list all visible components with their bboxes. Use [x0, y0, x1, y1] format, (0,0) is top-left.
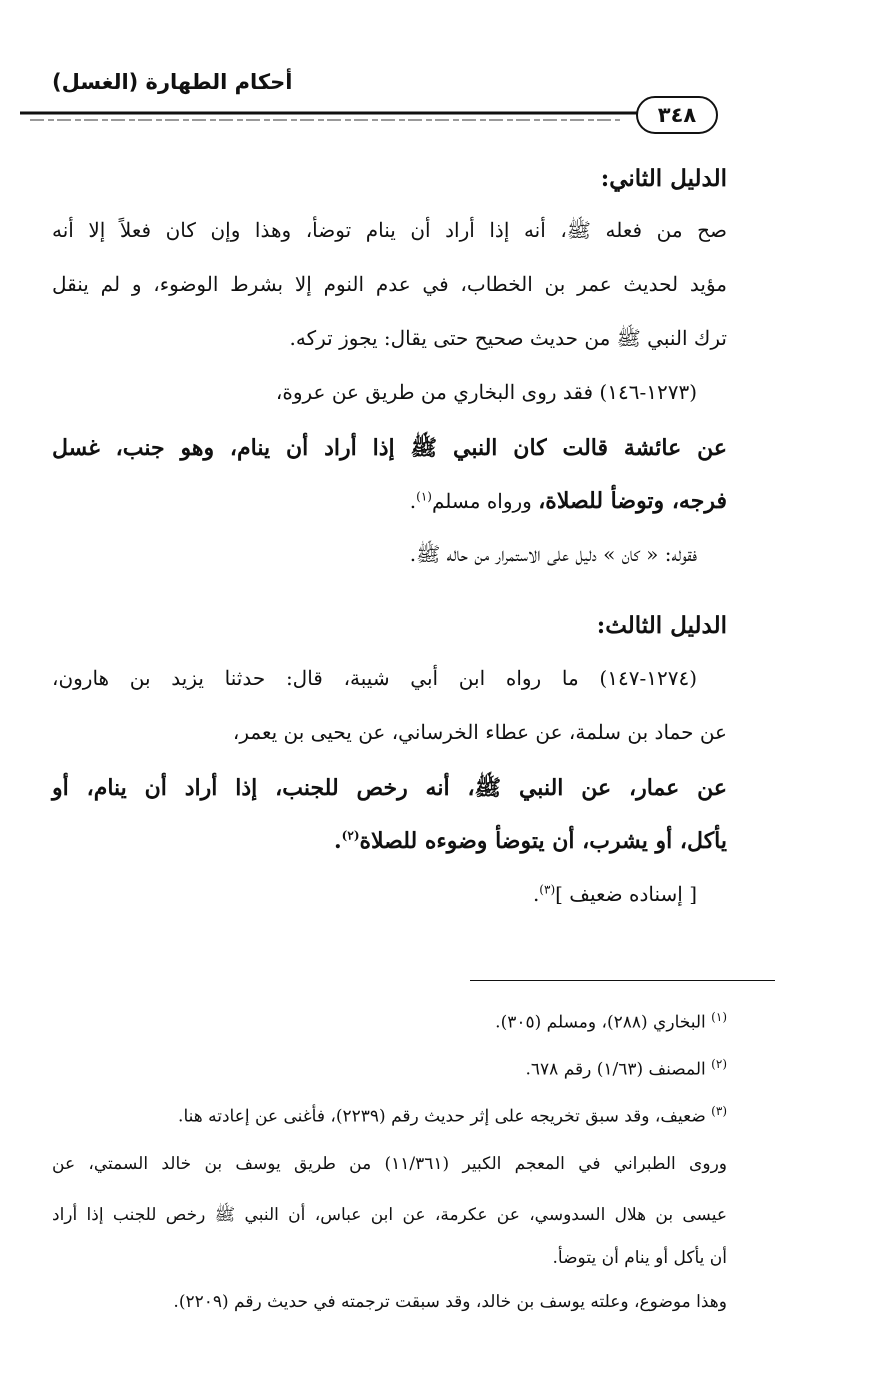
header-rule [20, 103, 680, 133]
footnote-number: (٢) [711, 1057, 727, 1071]
paragraph-line: ترك النبي ﷺ من حديث صحيح حتى يقال: يجوز تركه. [289, 326, 727, 350]
hadith-chain-1273: (١٢٧٣-١٤٦) فقد روى البخاري من طريق عن عروة، [275, 380, 697, 404]
hadith-chain-1274: (١٢٧٤-١٤٧) ما رواه ابن أبي شيبة، قال: حدثنا يزيد بن هارون، [52, 666, 697, 690]
footnote-text: ضعيف، وقد سبق تخريجه على إثر حديث رقم (٢٢٣٩)، فأغنى عن إعادته هنا. [178, 1106, 706, 1127]
paragraph-line: صح من فعله ﷺ، أنه إذا أراد أن ينام توضأ، وهذا وإن كان فعلاً إلا أنه [52, 218, 727, 242]
hadith-bold-text: يأكل، أو يشرب، أن يتوضأ وضوءه للصلاة [359, 828, 727, 854]
footnote-2 [52, 1057, 727, 1080]
paragraph-line: فقوله: « كان » دليل على الاستمرار من حاله ﷺ. [409, 542, 697, 566]
hadith-text-line: عن عمار، عن النبي ﷺ، أنه رخص للجنب، إذا أراد أن ينام، أو [52, 775, 727, 801]
footnote-separator [470, 980, 775, 981]
hadith-text-line: عن عائشة قالت كان النبي ﷺ إذا أراد أن ينام، وهو جنب، غسل [52, 435, 727, 461]
footnote-text: المصنف (١/٦٣) رقم ٦٧٨. [525, 1059, 706, 1080]
footnote-number: (٣) [711, 1104, 727, 1118]
isnad-grading: [ إسناده ضعيف ]$^{(٣)}$. [532, 882, 697, 906]
footnote-3-line: أن يأكل أو ينام أن يتوضأ. [552, 1248, 727, 1268]
footnote-ref-3[interactable]: (٣) [539, 882, 556, 897]
hadith-bold-text: فرجه، وتوضأ للصلاة، [538, 488, 727, 514]
section-heading-second-evidence: الدليل الثاني: [600, 165, 727, 192]
paragraph-line: عن حماد بن سلمة، عن عطاء الخرساني، عن يحيى بن يعمر، [232, 720, 727, 744]
hadith-text-line: يأكل، أو يشرب، أن يتوضأ وضوءه للصلاة$^{(٢)}$. [334, 828, 727, 854]
footnote-text: البخاري (٢٨٨)، ومسلم (٣٠٥). [495, 1012, 706, 1033]
page-number: ٣٤٨ [636, 96, 718, 134]
section-heading-third-evidence: الدليل الثالث: [596, 612, 727, 639]
footnote-3-line: عيسى بن هلال السدوسي، عن عكرمة، عن ابن عباس، أن النبي ﷺ رخص للجنب إذا أراد [52, 1205, 727, 1225]
isnad-grading-text: [ إسناده ضعيف ] [555, 882, 697, 906]
footnote-3 [52, 1104, 727, 1127]
running-header-title: أحكام الطهارة (الغسل) [52, 70, 293, 94]
footnote-3-line: وهذا موضوع، وعلته يوسف بن خالد، وقد سبقت ترجمته في حديث رقم (٢٢٠٩). [173, 1292, 727, 1312]
paragraph-line: مؤيد لحديث عمر بن الخطاب، في عدم النوم إلا بشرط الوضوء، و لم ينقل [52, 272, 727, 296]
hadith-text-line: فرجه، وتوضأ للصلاة، ورواه مسلم$^{(١)}$. [409, 488, 727, 514]
footnote-ref-2[interactable]: (٢) [341, 828, 360, 843]
footnote-ref-1[interactable]: (١) [416, 489, 432, 504]
footnote-3-line: وروى الطبراني في المعجم الكبير (١١/٣٦١) من طريق يوسف بن خالد السمتي، عن [52, 1154, 727, 1174]
hadith-source-text: ورواه مسلم [431, 489, 539, 513]
footnote-1 [52, 1010, 727, 1033]
footnote-number: (١) [711, 1010, 727, 1024]
